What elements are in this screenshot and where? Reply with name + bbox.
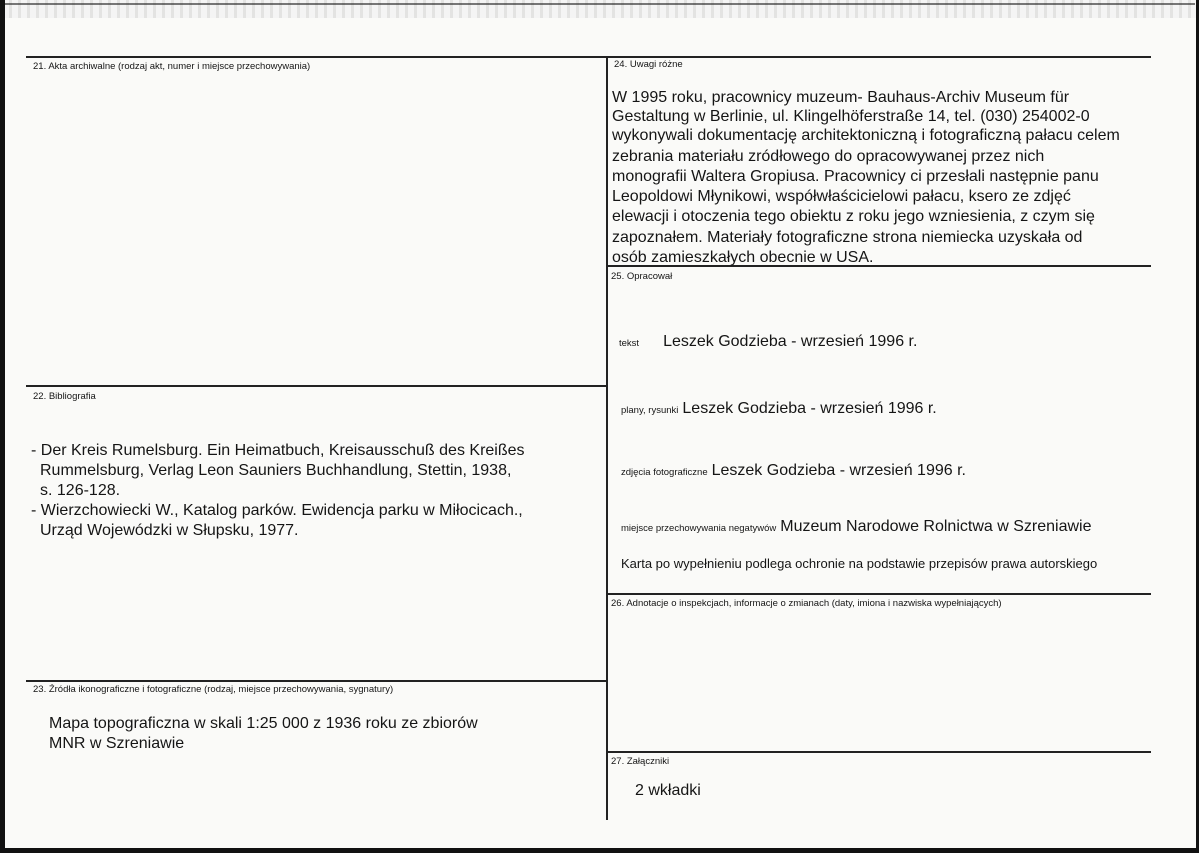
remarks-line: elewacji i otoczenia tego obiektu z roku jego wzniesienia, z czym się (612, 208, 1095, 225)
divider-center (606, 56, 608, 820)
remarks-line: W 1995 roku, pracownicy muzeum- Bauhaus-Archiv Museum für (612, 89, 1070, 106)
divider-25-26 (606, 593, 1151, 595)
copyright-note: Karta po wypełnieniu podlega ochronie na podstawie przepisów prawa autorskiego (621, 556, 1098, 571)
scan-bottom-edge (0, 848, 1199, 853)
author-row-value: Muzeum Narodowe Rolnictwa w Szreniawie (780, 518, 1092, 535)
section-21-label: 21. Akta archiwalne (rodzaj akt, numer i miejsce przechowywania) (33, 61, 311, 72)
attachments-value: 2 wkładki (635, 782, 701, 799)
scan-top-line (5, 3, 1195, 5)
bibliography-line: Rummelsburg, Verlag Leon Sauniers Buchhandlung, Stettin, 1938, (40, 462, 512, 479)
author-row-value: Leszek Godzieba - wrzesień 1996 r. (663, 333, 918, 350)
author-row-caption: miejsce przechowywania negatywów (621, 523, 777, 534)
bibliography-line: - Wierzchowiecki W., Katalog parków. Ewidencja parku w Miłocicach., (31, 502, 523, 519)
author-drawings-row (621, 400, 937, 418)
author-row-caption: tekst (619, 338, 640, 349)
section-24-label: 24. Uwagi różne (614, 59, 683, 70)
section-26-label: 26. Adnotacje o inspekcjach, informacje o zmianach (daty, imiona i nazwiska wypełniających) (611, 598, 1002, 609)
divider-top (26, 56, 1151, 58)
remarks-line: monografii Waltera Gropiusa. Pracownicy ci przesłali następnie panu (612, 168, 1099, 185)
author-row-caption: plany, rysunki (621, 405, 679, 416)
iconography-line: Mapa topograficzna w skali 1:25 000 z 1936 roku ze zbiorów (49, 715, 478, 732)
remarks-line: zebrania materiału zródłowego do opracowywanej przez nich (612, 148, 1045, 165)
section-22-label: 22. Bibliografia (33, 391, 96, 402)
author-row-caption: zdjęcia fotograficzne (621, 467, 708, 478)
author-text-row (619, 333, 917, 351)
divider-21-22 (26, 385, 606, 387)
bibliography-line: Urząd Wojewódzki w Słupsku, 1977. (40, 522, 299, 539)
negatives-location-row (621, 518, 1091, 536)
iconography-line: MNR w Szreniawie (49, 735, 185, 752)
bibliography-line: - Der Kreis Rumelsburg. Ein Heimatbuch, Kreisausschuß des Kreißes (31, 442, 525, 459)
divider-22-23 (26, 680, 606, 682)
remarks-line: wykonywali dokumentację architektoniczną i fotograficzną pałacu celem (612, 127, 1120, 144)
section-25-label: 25. Opracował (611, 271, 673, 282)
author-row-value: Leszek Godzieba - wrzesień 1996 r. (682, 400, 937, 417)
remarks-line: zapoznałem. Materiały fotograficzne strona niemiecka uzyskała od (612, 229, 1083, 246)
section-27-label: 27. Załączniki (611, 756, 670, 767)
remarks-line: Leopoldowi Młynikowi, współwłaścicielowi pałacu, ksero ze zdjęć (612, 188, 1071, 205)
author-photos-row (621, 462, 966, 480)
divider-26-27 (606, 751, 1151, 753)
remarks-line: osób zamieszkałych obecnie w USA. (612, 249, 874, 266)
remarks-line: Gestaltung w Berlinie, ul. Klingelhöferstraße 14, tel. (030) 254002-0 (612, 108, 1090, 125)
bibliography-line: s. 126-128. (40, 482, 121, 499)
scan-left-edge (0, 0, 5, 853)
author-row-value: Leszek Godzieba - wrzesień 1996 r. (711, 462, 966, 479)
section-23-label: 23. Źródła ikonograficzne i fotograficzne (rodzaj, miejsce przechowywania, sygnatury) (33, 684, 394, 695)
